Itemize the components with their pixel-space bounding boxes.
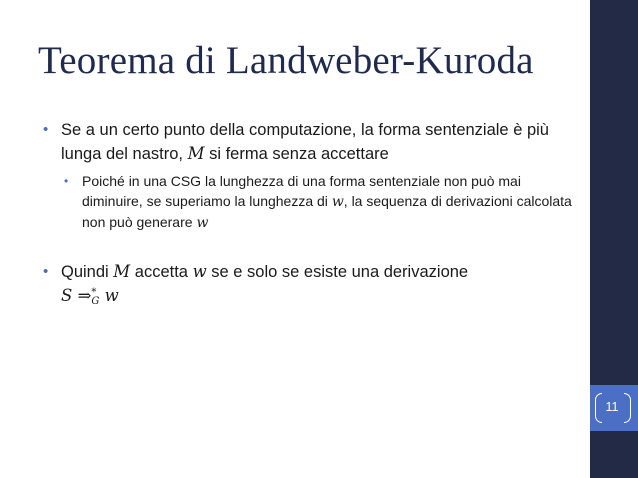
bullet-2-text-pre: Quindi (61, 263, 114, 281)
bullet-2-text-mid1: accetta (130, 263, 193, 281)
page-number: 11 (605, 400, 619, 414)
bullet-1 (42, 118, 572, 166)
expr-sub: G (91, 295, 100, 307)
sub-bullet-1-text-mid: , la sequenza di derivazioni calcolata non può generare (82, 193, 572, 230)
slide-title: Teorema di Landweber-Kuroda (38, 39, 534, 82)
sub-bullet-1-var-w1: w (331, 194, 344, 210)
bullet-1-text-post: si ferma senza accettare (204, 145, 389, 163)
sub-bullet-marker: • (64, 174, 69, 188)
bullet-2-var-m: M (113, 262, 131, 281)
bullet-2 (42, 260, 572, 308)
page-number-box (590, 385, 638, 431)
expr-sup: * (91, 286, 97, 298)
bullet-marker: • (43, 263, 49, 280)
bullet-1-var-m: M (187, 144, 205, 163)
bullet-2-var-w: w (192, 262, 207, 281)
sub-bullet-1-var-w2: w (196, 215, 209, 231)
spacer (42, 233, 572, 260)
sub-bullet-1-text-pre: Poiché in una CSG la lunghezza di una forma sentenziale non può mai diminuire, se superiamo la lunghezza di (82, 173, 521, 209)
bullet-2-text-mid2: se e solo se esiste una derivazione (206, 263, 469, 281)
expr-w: w (104, 286, 119, 305)
expr-s: S (61, 286, 73, 305)
bullet-marker: • (43, 121, 49, 138)
bullet-1-text-pre: Se a un certo punto della computazione, la forma sentenziale è più lunga del nastro, (61, 121, 549, 163)
derivation-arrow: ⇒ (77, 286, 92, 305)
derivation-expression (61, 286, 119, 305)
slide-content (42, 118, 572, 313)
sub-bullet-1 (64, 171, 572, 233)
